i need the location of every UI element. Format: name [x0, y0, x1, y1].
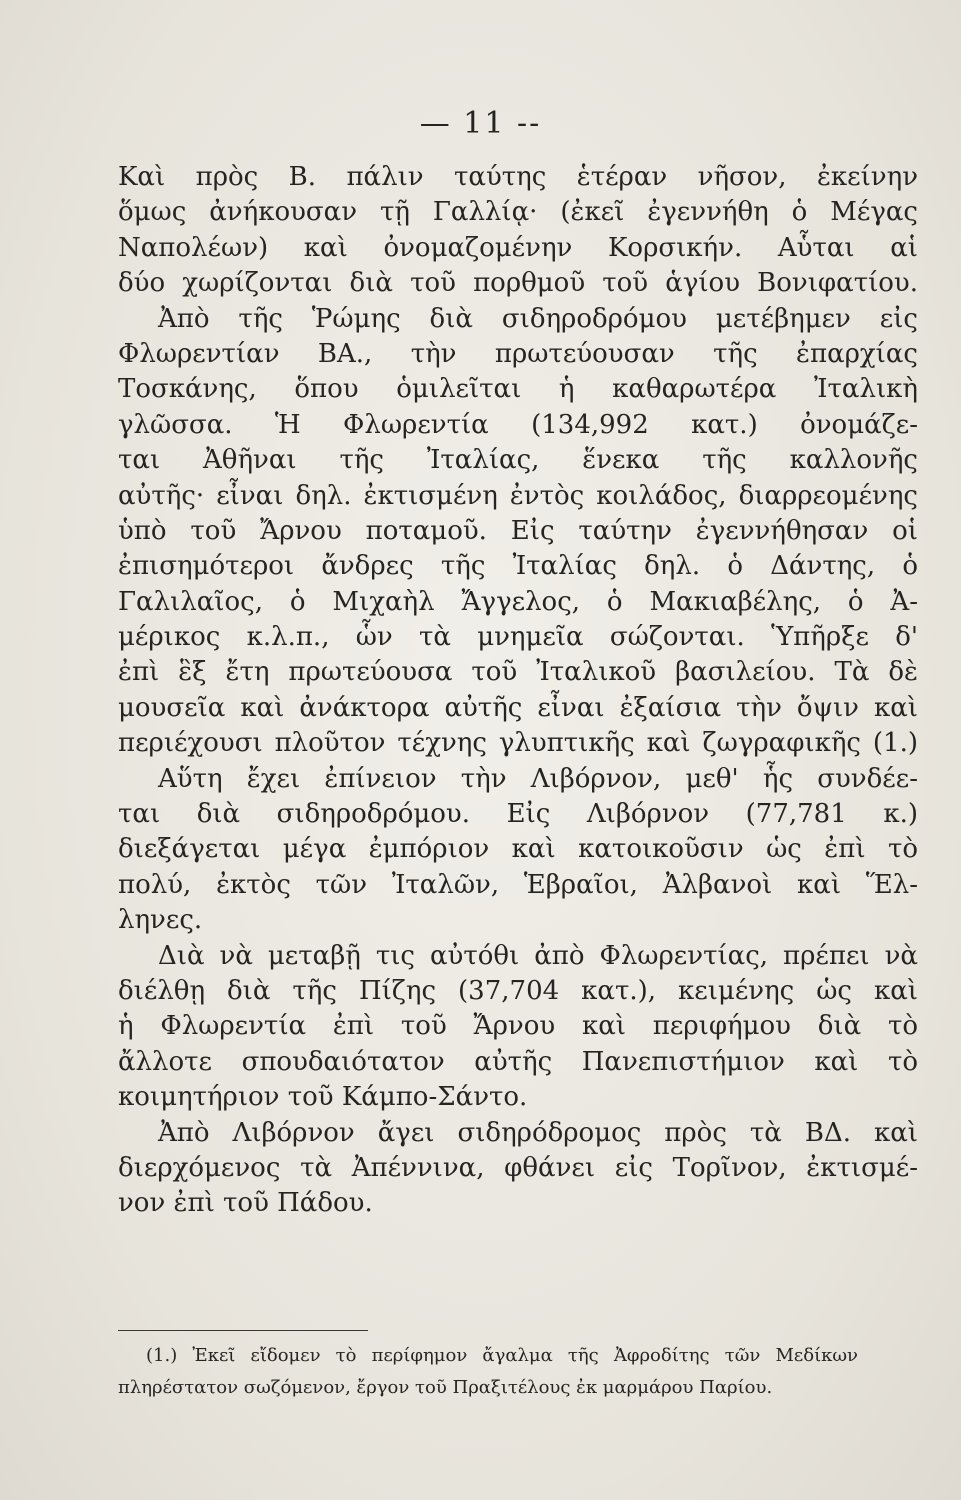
text-line: ἄλλοτε σπουδαιότατον αὐτῆς Πανεπιστήμιον καὶ τὸ [118, 1046, 918, 1077]
page-number: — 11 -- [419, 106, 542, 141]
text-line: ται Ἀθῆναι τῆς Ἰταλίας, ἕνεκα τῆς καλλονῆς [118, 445, 918, 476]
body-text [118, 160, 918, 1222]
text-line: Ἀπὸ τῆς Ῥώμης διὰ σιδηροδρόμου μετέβημεν εἰς [158, 303, 918, 334]
text-line: διέλθῃ διὰ τῆς Πίζης (37,704 κατ.), κειμένης ὡς καὶ [118, 975, 918, 1006]
text-line: πολύ, ἐκτὸς τῶν Ἰταλῶν, Ἑβραῖοι, Ἀλβανοὶ καὶ Ἕλ- [118, 869, 918, 900]
text-line: ἐπισημότεροι ἄνδρες τῆς Ἰταλίας δηλ. ὁ Δάντης, ὁ [118, 551, 918, 582]
footnote-line: (1.) Ἐκεῖ εἴδομεν τὸ περίφημον ἄγαλμα τῆς Ἀφροδίτης τῶν Μεδίκων [146, 1345, 858, 1366]
text-line: περιέχουσι πλοῦτον τέχνης γλυπτικῆς καὶ ζωγραφικῆς (1.) [118, 728, 918, 759]
text-line: ὑπὸ τοῦ Ἄρνου ποταμοῦ. Εἰς ταύτην ἐγεννήθησαν οἱ [118, 515, 918, 546]
text-line: νον ἐπὶ τοῦ Πάδου. [118, 1188, 373, 1219]
text-line: Διὰ νὰ μεταβῇ τις αὐτόθι ἀπὸ Φλωρεντίας, πρέπει νὰ [158, 940, 918, 971]
text-line: κοιμητήριον τοῦ Κάμπο-Σάντο. [118, 1082, 528, 1113]
text-line: διερχόμενος τὰ Ἀπέννινα, φθάνει εἰς Τορῖνον, ἐκτισμέ- [118, 1152, 918, 1183]
text-line: γλῶσσα. Ἡ Φλωρεντία (134,992 κατ.) ὀνομάζε- [118, 409, 918, 440]
text-line: Γαλιλαῖος, ὁ Μιχαὴλ Ἄγγελος, ὁ Μακιαβέλης, ὁ Ἀ- [118, 586, 918, 617]
text-line: Φλωρεντίαν ΒΑ., τὴν πρωτεύουσαν τῆς ἐπαρχίας [118, 338, 918, 369]
text-line: δύο χωρίζονται διὰ τοῦ πορθμοῦ τοῦ ἁγίου Βονιφατίου. [118, 268, 918, 299]
text-line: Ἀπὸ Λιβόρνον ἄγει σιδηρόδρομος πρὸς τὰ ΒΔ. καὶ [158, 1117, 918, 1148]
footnote-line: πληρέστατον σωζόμενον, ἔργον τοῦ Πραξιτέλους ἐκ μαρμάρου Παρίου. [118, 1377, 773, 1398]
text-line: Ναπολέων) καὶ ὀνομαζομένην Κορσικήν. Αὗται αἱ [118, 232, 918, 263]
text-line: μουσεῖα καὶ ἀνάκτορα αὐτῆς εἶναι ἐξαίσια τὴν ὄψιν καὶ [118, 692, 918, 723]
text-line: ληνες. [118, 905, 203, 936]
text-line: ὅμως ἀνήκουσαν τῇ Γαλλίᾳ· (ἐκεῖ ἐγεννήθη ὁ Μέγας [118, 197, 918, 228]
text-line: αὐτῆς· εἶναι δηλ. ἐκτισμένη ἐντὸς κοιλάδος, διαρρεομένης [118, 480, 918, 511]
text-line: διεξάγεται μέγα ἐμπόριον καὶ κατοικοῦσιν ὡς ἐπὶ τὸ [118, 834, 918, 865]
text-line: Καὶ πρὸς Β. πάλιν ταύτης ἑτέραν νῆσον, ἐκείνην [118, 162, 918, 192]
text-line: ἡ Φλωρεντία ἐπὶ τοῦ Ἄρνου καὶ περιφήμου διὰ τὸ [118, 1011, 918, 1042]
footnote-divider [118, 1330, 368, 1331]
text-line: ἐπὶ ἓξ ἔτη πρωτεύουσα τοῦ Ἰταλικοῦ βασιλείου. Τὰ δὲ [118, 657, 918, 688]
text-line: μέρικος κ.λ.π., ὧν τὰ μνημεῖα σώζονται. Ὑπῆρξε δ' [118, 622, 918, 653]
footnote [118, 1340, 858, 1404]
text-line: Αὕτη ἔχει ἐπίνειον τὴν Λιβόρνον, μεθ' ἧς συνδέε- [158, 763, 918, 794]
text-line: ται διὰ σιδηροδρόμου. Εἰς Λιβόρνον (77,781 κ.) [118, 799, 918, 830]
text-line: Τοσκάνης, ὅπου ὁμιλεῖται ἡ καθαρωτέρα Ἰταλικὴ [118, 374, 918, 405]
